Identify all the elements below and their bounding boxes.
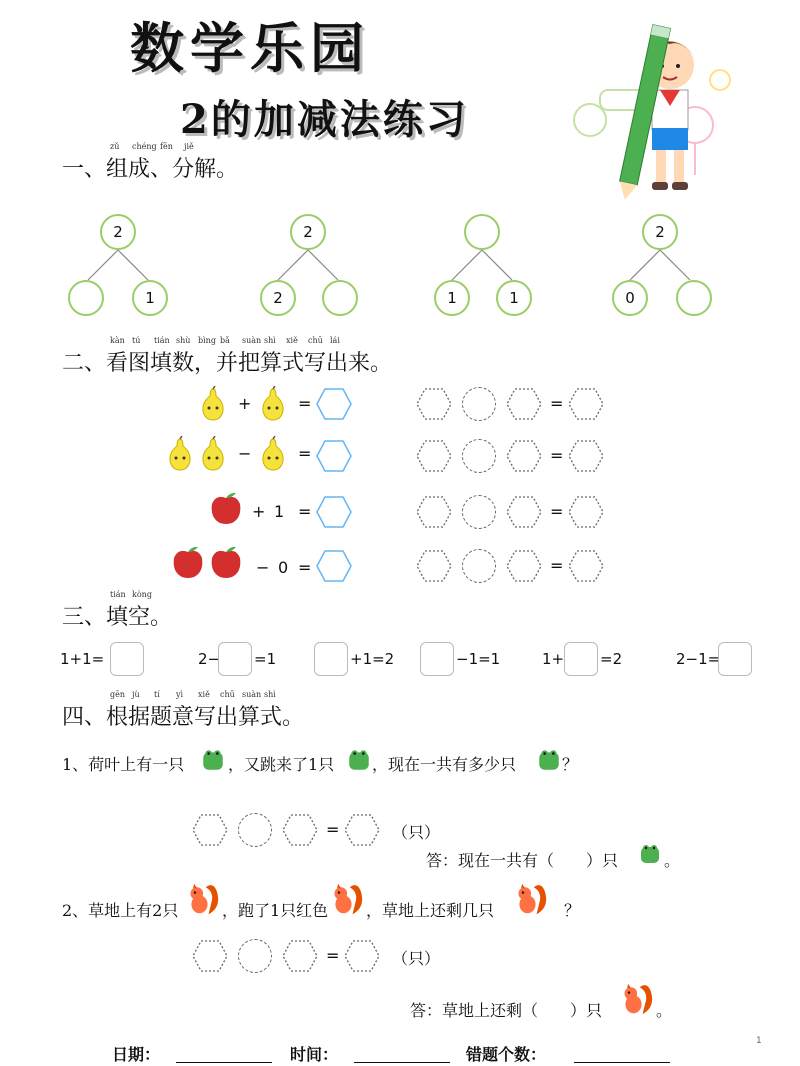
fill-5-box[interactable] bbox=[564, 642, 598, 676]
pinyin: zǔ bbox=[110, 142, 120, 151]
tree3-left-circle: 1 bbox=[434, 280, 470, 316]
row3-equals: = bbox=[298, 502, 312, 521]
pinyin: shì bbox=[264, 336, 276, 345]
pinyin: bǎ bbox=[220, 336, 230, 345]
squirrel-icon bbox=[330, 880, 366, 916]
section2-heading: 二、看图填数，并把算式写出来。 bbox=[62, 351, 393, 376]
eq-row4-operator-circle[interactable] bbox=[462, 549, 496, 583]
q1-part3: ，现在一共有多少只 bbox=[372, 755, 517, 774]
fill-4-box[interactable] bbox=[420, 642, 454, 676]
apple-icon bbox=[208, 490, 244, 526]
section3-title bbox=[62, 590, 173, 631]
q2-eq-operator-circle[interactable] bbox=[238, 939, 272, 973]
row2-operator: − bbox=[238, 444, 252, 463]
section4-title bbox=[62, 690, 305, 731]
tree1-left-circle[interactable] bbox=[68, 280, 104, 316]
pinyin: suàn bbox=[242, 336, 262, 345]
frog-icon bbox=[536, 747, 562, 773]
row3-operator: + bbox=[252, 502, 266, 521]
fill-5-pre: 1+ bbox=[542, 650, 565, 668]
tree3-top-circle[interactable] bbox=[464, 214, 500, 250]
page-subtitle: 2的加减法练习 bbox=[180, 96, 469, 143]
tree2-top-circle: 2 bbox=[290, 214, 326, 250]
section1-heading: 一、组成、分解。 bbox=[62, 157, 239, 182]
q1-part2: ，又跳来了1只 bbox=[228, 755, 335, 774]
eq-row4-hex[interactable] bbox=[506, 550, 542, 582]
section4-heading: 四、根据题意写出算式。 bbox=[62, 705, 305, 730]
eq-row2-hex[interactable] bbox=[416, 440, 452, 472]
footer-time-line[interactable] bbox=[354, 1062, 450, 1063]
q2-answer-end: 。 bbox=[656, 1001, 673, 1020]
squirrel-icon bbox=[514, 880, 550, 916]
eq-row2-hex[interactable] bbox=[506, 440, 542, 472]
tree1-top-circle: 2 bbox=[100, 214, 136, 250]
eq-row3-operator-circle[interactable] bbox=[462, 495, 496, 529]
squirrel-icon bbox=[186, 880, 222, 916]
frog-icon bbox=[638, 842, 662, 866]
fill-4-post: −1=1 bbox=[456, 650, 501, 668]
footer-date-label: 日期： bbox=[112, 1045, 161, 1064]
row4-number: 0 bbox=[278, 558, 289, 577]
footer-errors-label: 错题个数： bbox=[466, 1045, 547, 1064]
pinyin: shù bbox=[176, 336, 191, 345]
q2-part3: ，草地上还剩几只 bbox=[366, 901, 495, 920]
q1-answer: 答：现在一共有（ ）只 bbox=[426, 851, 619, 870]
eq-row1-hex[interactable] bbox=[506, 388, 542, 420]
page-number: 1 bbox=[756, 1036, 762, 1046]
pinyin: tián bbox=[110, 590, 126, 599]
eq-row2-equals: = bbox=[550, 446, 564, 465]
tree-connectors bbox=[0, 0, 800, 330]
frog-icon bbox=[200, 747, 226, 773]
pinyin: tú bbox=[132, 336, 141, 345]
pinyin: tián bbox=[154, 336, 170, 345]
pinyin: chū bbox=[220, 690, 235, 699]
eq-row1-equals: = bbox=[550, 394, 564, 413]
q2-part2: ，跑了1只红色 bbox=[222, 901, 329, 920]
pinyin: gēn bbox=[110, 690, 126, 699]
tree1-right-circle: 1 bbox=[132, 280, 168, 316]
q2-part1: 2、草地上有2只 bbox=[62, 901, 179, 920]
eq-row4-hex[interactable] bbox=[416, 550, 452, 582]
row1-answer-hex[interactable] bbox=[316, 388, 352, 420]
fill-2-box[interactable] bbox=[218, 642, 252, 676]
eq-row2-hex[interactable] bbox=[568, 440, 604, 472]
row4-answer-hex[interactable] bbox=[316, 550, 352, 582]
eq-row4-equals: = bbox=[550, 556, 564, 575]
apple-icon bbox=[170, 544, 206, 580]
pinyin: lái bbox=[330, 336, 340, 345]
frog-icon bbox=[346, 747, 372, 773]
pinyin: kàn bbox=[110, 336, 125, 345]
pinyin: chū bbox=[308, 336, 323, 345]
pinyin: xiě bbox=[286, 336, 298, 345]
row1-equals: = bbox=[298, 394, 312, 413]
footer-date-line[interactable] bbox=[176, 1062, 272, 1063]
pinyin: tí bbox=[154, 690, 160, 699]
eq-row1-hex[interactable] bbox=[416, 388, 452, 420]
q2-eq-equals: = bbox=[326, 946, 340, 965]
q1-eq-operator-circle[interactable] bbox=[238, 813, 272, 847]
eq-row2-operator-circle[interactable] bbox=[462, 439, 496, 473]
fill-1-box[interactable] bbox=[110, 642, 144, 676]
footer-time-label: 时间： bbox=[290, 1045, 339, 1064]
fill-2-pre: 2− bbox=[198, 650, 221, 668]
apple-icon bbox=[208, 544, 244, 580]
q1-part1: 1、荷叶上有一只 bbox=[62, 755, 185, 774]
q1-answer-end: 。 bbox=[664, 851, 681, 870]
eq-row4-hex[interactable] bbox=[568, 550, 604, 582]
pinyin: fēn bbox=[160, 142, 173, 151]
row3-answer-hex[interactable] bbox=[316, 496, 352, 528]
eq-row1-hex[interactable] bbox=[568, 388, 604, 420]
pear-icon bbox=[258, 386, 288, 422]
fill-1-pre: 1+1= bbox=[60, 650, 105, 668]
tree4-top-circle: 2 bbox=[642, 214, 678, 250]
fill-3-post: +1=2 bbox=[350, 650, 395, 668]
q1-part4: ？ bbox=[562, 755, 579, 774]
tree4-left-circle: 0 bbox=[612, 280, 648, 316]
row3-number: 1 bbox=[274, 502, 285, 521]
pinyin: yì bbox=[176, 690, 184, 699]
q2-answer: 答：草地上还剩（ ）只 bbox=[410, 1001, 603, 1020]
squirrel-icon bbox=[620, 980, 656, 1016]
q2-eq-hex[interactable] bbox=[344, 940, 380, 972]
fill-6-box[interactable] bbox=[718, 642, 752, 676]
row2-answer-hex[interactable] bbox=[316, 440, 352, 472]
eq-row3-equals: = bbox=[550, 502, 564, 521]
pear-icon bbox=[258, 436, 288, 472]
q2-part4: ？ bbox=[564, 901, 581, 920]
fill-2-post: =1 bbox=[254, 650, 277, 668]
fill-5-post: =2 bbox=[600, 650, 623, 668]
q1-eq-hex[interactable] bbox=[344, 814, 380, 846]
pear-icon bbox=[165, 436, 195, 472]
row4-equals: = bbox=[298, 558, 312, 577]
fill-3-box[interactable] bbox=[314, 642, 348, 676]
pinyin: xiě bbox=[198, 690, 210, 699]
q2-eq-hex[interactable] bbox=[192, 940, 228, 972]
tree3-right-circle: 1 bbox=[496, 280, 532, 316]
q1-eq-equals: = bbox=[326, 820, 340, 839]
pinyin: chéng bbox=[132, 142, 157, 151]
row1-operator: + bbox=[238, 394, 252, 413]
tree2-right-circle[interactable] bbox=[322, 280, 358, 316]
q2-eq-hex[interactable] bbox=[282, 940, 318, 972]
pear-icon bbox=[198, 386, 228, 422]
tree4-right-circle[interactable] bbox=[676, 280, 712, 316]
eq-row1-operator-circle[interactable] bbox=[462, 387, 496, 421]
eq-row3-hex[interactable] bbox=[568, 496, 604, 528]
pinyin: bìng bbox=[198, 336, 216, 345]
pinyin: shì bbox=[264, 690, 276, 699]
q2-unit: （只） bbox=[392, 949, 441, 968]
page-title: 数学乐园 bbox=[130, 16, 370, 80]
pinyin: suàn bbox=[242, 690, 262, 699]
row2-equals: = bbox=[298, 444, 312, 463]
tree2-left-circle: 2 bbox=[260, 280, 296, 316]
section3-heading: 三、填空。 bbox=[62, 605, 173, 630]
pinyin: jù bbox=[132, 690, 140, 699]
pinyin: jiě bbox=[184, 142, 194, 151]
fill-6-pre: 2−1= bbox=[676, 650, 721, 668]
pinyin: kòng bbox=[132, 590, 152, 599]
footer-errors-line[interactable] bbox=[574, 1062, 670, 1063]
q1-eq-hex[interactable] bbox=[282, 814, 318, 846]
row4-operator: − bbox=[256, 558, 270, 577]
eq-row3-hex[interactable] bbox=[416, 496, 452, 528]
pear-icon bbox=[198, 436, 228, 472]
q1-eq-hex[interactable] bbox=[192, 814, 228, 846]
q1-unit: （只） bbox=[392, 823, 441, 842]
section2-title bbox=[62, 336, 393, 377]
eq-row3-hex[interactable] bbox=[506, 496, 542, 528]
